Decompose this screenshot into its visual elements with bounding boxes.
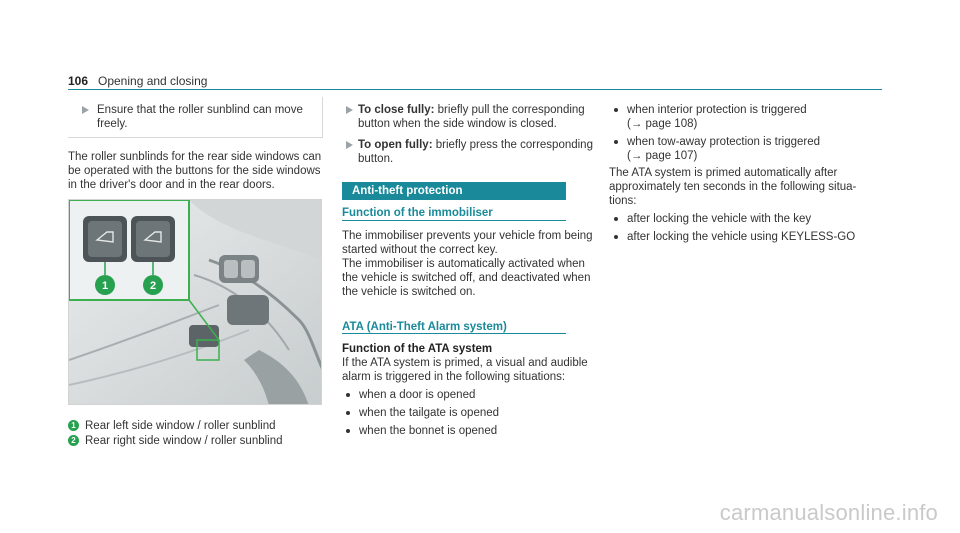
bullet-icon (614, 108, 618, 112)
close-instruction-line-1 (358, 103, 585, 117)
open-label: To open fully: (358, 139, 433, 151)
list-item-text: after locking the vehicle using KEYLESS-GO (627, 231, 856, 243)
section-bar-title: Anti-theft protection (352, 185, 463, 197)
bullet-icon (346, 393, 350, 397)
list-item (346, 406, 499, 420)
figure-badge-2: 2 (149, 280, 157, 292)
close-label: To close fully: (358, 104, 435, 116)
info-line-1: Ensure that the roller sunblind can move (97, 104, 303, 116)
immobiliser-line-5: the vehicle is switched on. (342, 286, 476, 298)
close-text: briefly pull the corresponding (434, 104, 585, 116)
list-item (346, 424, 497, 438)
legend-badge-1: 1 (68, 420, 79, 431)
immobiliser-line-1: The immobiliser prevents your vehicle from being (342, 230, 593, 242)
page-reference-108[interactable]: (→ page 108) (627, 118, 698, 130)
door-switch-figure (68, 199, 322, 405)
legend-badge-2: 2 (68, 435, 79, 446)
list-item-text: when interior protection is triggered (627, 104, 807, 116)
door-panel-illustration (69, 200, 322, 405)
open-instruction-line-2: button. (358, 153, 394, 165)
intro-line-2: be operated with the buttons for the side windows (68, 165, 321, 177)
open-text: briefly press the corresponding (432, 139, 593, 151)
page-number: 106 (68, 74, 89, 88)
bullet-icon (614, 235, 618, 239)
page-reference-107[interactable]: (→ page 107) (627, 150, 698, 162)
list-item-text: when tow-away protection is triggered (627, 136, 821, 148)
intro-line-1: The roller sunblinds for the rear side windows can (68, 151, 322, 163)
list-item-text: when a door is opened (359, 389, 476, 401)
ata-heading: ATA (Anti-Theft Alarm system) (342, 321, 507, 333)
arrow-bullet-icon (82, 106, 89, 114)
legend-text-2: Rear right side window / roller sunblind (85, 435, 283, 447)
figure-badge-1: 1 (101, 280, 109, 292)
ata-line-2: alarm is triggered in the following situations: (342, 371, 566, 383)
list-item (614, 212, 811, 226)
list-item (346, 388, 475, 402)
watermark: carmanualsonline.info (719, 500, 938, 525)
immobiliser-heading: Function of the immobiliser (342, 207, 493, 219)
immobiliser-line-3: The immobiliser is automatically activated when (342, 258, 585, 270)
list-item (614, 103, 807, 117)
list-item-text: after locking the vehicle with the key (627, 213, 812, 225)
auto-prime-line-3: tions: (609, 195, 637, 207)
intro-line-3: in the driver's door and in the rear doors. (68, 179, 275, 191)
legend-item-2 (68, 434, 283, 448)
list-item (614, 230, 855, 244)
close-instruction-line-2: button when the side window is closed. (358, 118, 557, 130)
ata-heading-underline (342, 333, 566, 334)
ata-function-heading: Function of the ATA system (342, 343, 493, 355)
auto-prime-line-2: approximately ten seconds in the following situa- (609, 181, 857, 193)
ata-line-1: If the ATA system is primed, a visual and audible (342, 357, 588, 369)
list-item (614, 135, 820, 149)
legend-text-1: Rear left side window / roller sunblind (85, 420, 276, 432)
bullet-icon (346, 429, 350, 433)
bullet-icon (614, 217, 618, 221)
immobiliser-heading-underline (342, 220, 566, 221)
arrow-bullet-icon (346, 106, 353, 114)
legend-item-1 (68, 419, 275, 433)
open-instruction-line-1 (358, 138, 593, 152)
page-section-title: Opening and closing (98, 74, 208, 88)
list-item-text: when the bonnet is opened (359, 425, 498, 437)
immobiliser-line-2: started without the correct key. (342, 244, 498, 256)
info-line-2: freely. (97, 118, 128, 130)
list-item-text: when the tailgate is opened (359, 407, 500, 419)
arrow-bullet-icon (346, 141, 353, 149)
auto-prime-line-1: The ATA system is primed automatically after (609, 167, 838, 179)
bullet-icon (614, 140, 618, 144)
immobiliser-line-4: the vehicle is switched off, and deactivated when (342, 272, 591, 284)
section-bar (342, 182, 566, 200)
header-divider (68, 89, 882, 90)
bullet-icon (346, 411, 350, 415)
